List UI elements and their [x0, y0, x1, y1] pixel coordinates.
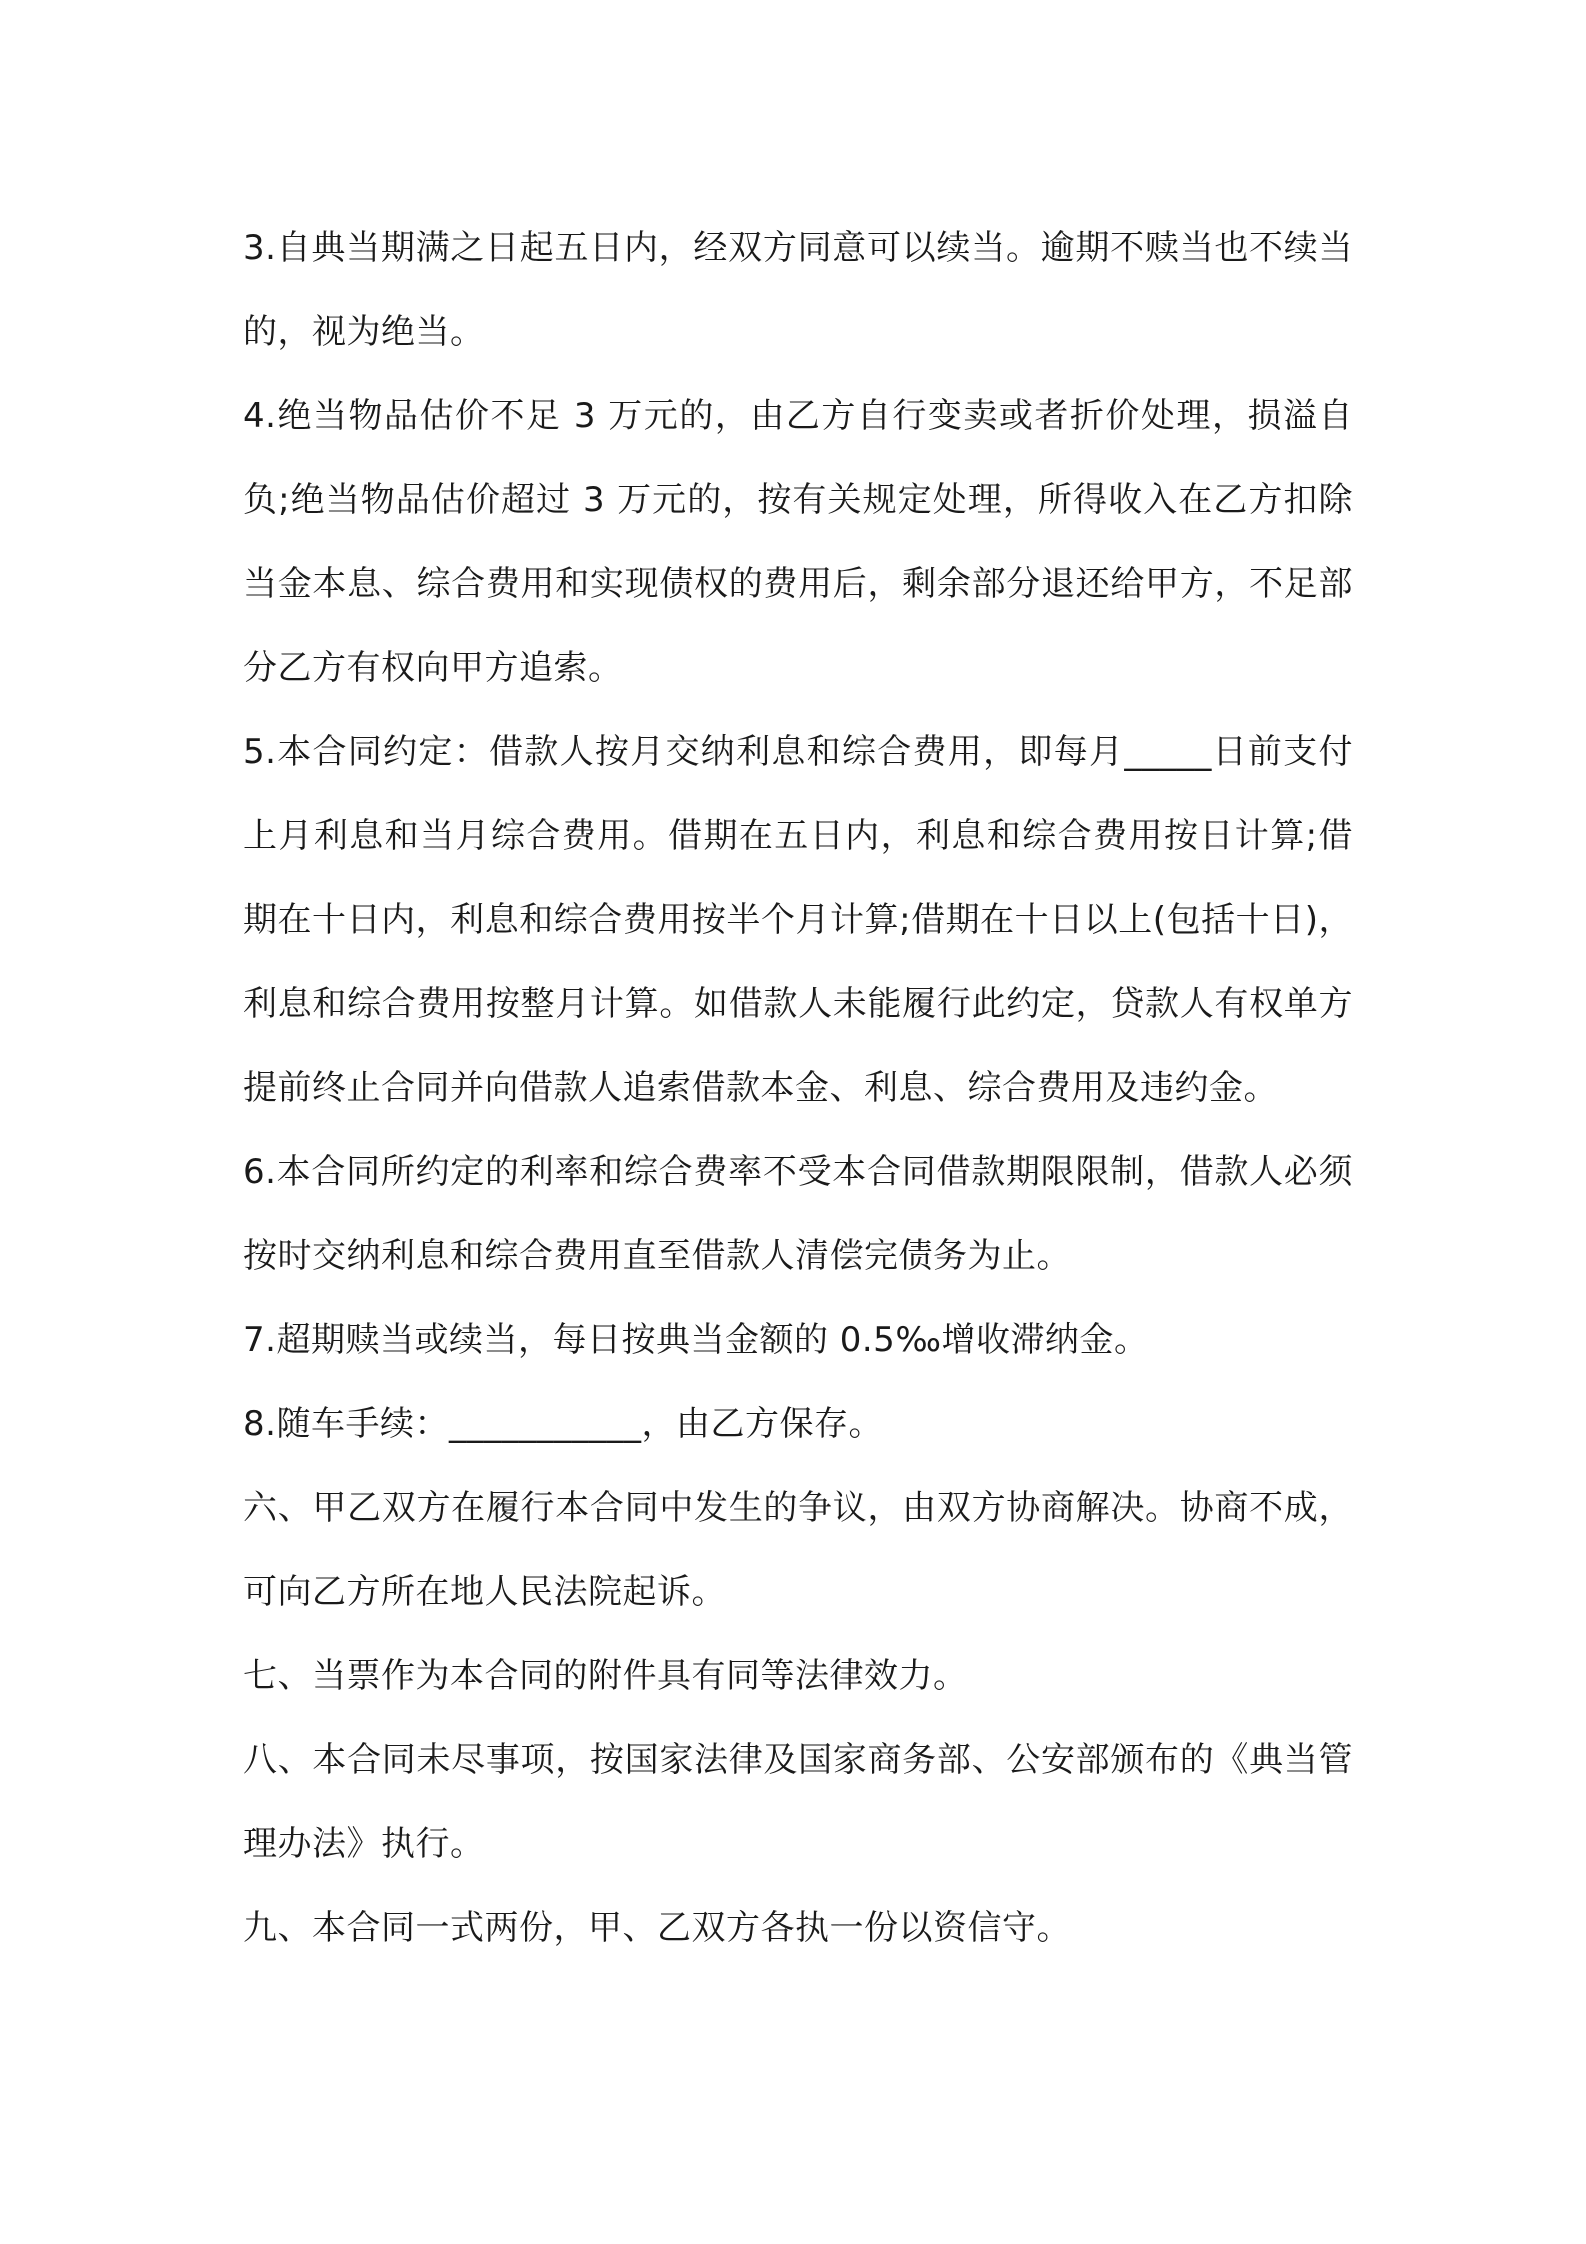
clause-7-late-fee: 7.超期赎当或续当，每日按典当金额的 0.5‰增收滞纳金。	[243, 1320, 1149, 1360]
document-body	[243, 206, 1353, 1970]
clause-3-renewal: 3.自典当期满之日起五日内，经双方同意可以续当。逾期不赎当也不续当的，视为绝当。	[243, 228, 1353, 352]
clause-5-payment-terms: 5.本合同约定：借款人按月交纳利息和综合费用，即每月_____日前支付上月利息和当月综合费用。借期在五日内，利息和综合费用按日计算;借期在十日内，利息和综合费用按半个月计算;借期在十日以上(包括十日)，利息和综合费用按整月计算。如借款人未能履行此约定，贷款人有权单方提前终止合同并向借款人追索借款本金、利息、综合费用及违约金。	[243, 732, 1353, 1108]
section-7-pawn-ticket: 七、当票作为本合同的附件具有同等法律效力。	[243, 1656, 968, 1696]
section-8-unresolved-matters: 八、本合同未尽事项，按国家法律及国家商务部、公安部颁布的《典当管理办法》执行。	[243, 1740, 1353, 1864]
clause-8-vehicle-documents: 8.随车手续：___________，由乙方保存。	[243, 1404, 883, 1444]
clause-4-forfeited-items: 4.绝当物品估价不足 3 万元的，由乙方自行变卖或者折价处理，损溢自负;绝当物品估价超过 3 万元的，按有关规定处理，所得收入在乙方扣除当金本息、综合费用和实现债权的费用后，剩余部分退还给甲方，不足部分乙方有权向甲方追索。	[243, 396, 1353, 688]
section-6-disputes: 六、甲乙双方在履行本合同中发生的争议，由双方协商解决。协商不成，可向乙方所在地人民法院起诉。	[243, 1488, 1353, 1612]
clause-6-interest-rate: 6.本合同所约定的利率和综合费率不受本合同借款期限限制，借款人必须按时交纳利息和综合费用直至借款人清偿完债务为止。	[243, 1152, 1353, 1276]
section-9-copies: 九、本合同一式两份，甲、乙双方各执一份以资信守。	[243, 1908, 1071, 1948]
